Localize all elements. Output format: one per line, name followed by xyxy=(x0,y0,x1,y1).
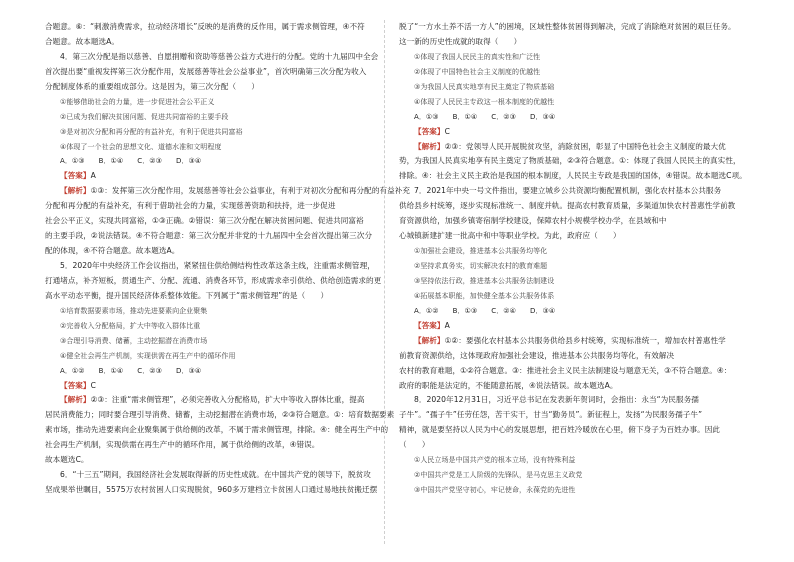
left-text-line: 故本题选C。 xyxy=(45,455,89,465)
right-option-line: ①人民立场是中国共产党的根本立场，没有特殊利益 xyxy=(414,456,576,465)
right-answer-choices: A．①③ B．①④ C．②③ D．③④ xyxy=(414,112,556,121)
section-label: 【解析】 xyxy=(60,186,91,196)
left-column xyxy=(45,22,411,500)
left-option-line: ②已成为我们解决贫困问题、促进共同富裕的主要手段 xyxy=(60,112,229,121)
right-answer-choices: A．①② B．①③ C．②④ D．③④ xyxy=(414,306,556,315)
right-text-line: 脱了“一方水土养不活一方人”的困境，区域性整体贫困得到解决，完成了消除绝对贫困的艰巨任务。 xyxy=(399,22,736,31)
right-text-line: 供给县乡村统筹，逐步实现标准统一、制度并轨。提高农村教育质量，多渠道加快农村普惠性学前教 xyxy=(399,201,736,211)
right-explanation-line: 【解析】①②：要强化农村基本公共服务供给县乡村统筹，实现标准统一，增加农村普惠性学 xyxy=(414,335,726,345)
section-label: 【解析】 xyxy=(414,335,445,345)
section-label: 【答案】 xyxy=(414,126,445,136)
left-option-line: ①培育数据要素市场，推动先进要素向企业聚集 xyxy=(60,306,208,315)
left-answer-choices: A．①③ B．①④ C．②③ D．③④ xyxy=(60,157,202,166)
right-option-line: ②中国共产党是工人阶级的先锋队，是马克思主义政党 xyxy=(414,471,583,480)
left-text-line: 社会公平正义，实现共同富裕，①③正确。②错误：第三次分配在解决贫困问题、促进共同富裕 xyxy=(45,216,364,226)
right-text-line: 心城镇新建扩建一批高中和中等职业学校。为此，政府应（ ） xyxy=(399,231,621,241)
left-answer-line: 【答案】C xyxy=(60,380,96,390)
right-answer-line: 【答案】A xyxy=(414,320,450,330)
left-option-line: ②完善收入分配格局，扩大中等收入群体比重 xyxy=(60,321,201,330)
right-option-line: ②体现了中国特色社会主义制度的优越性 xyxy=(414,67,541,76)
left-question-stem: 5．2020年中央经济工作会议指出，紧紧扭住供给侧结构性改革这条主线，注重需求侧管理， xyxy=(60,261,375,270)
left-question-stem: 4．第三次分配是指以慈善、自愿捐赠和资助等慈善公益方式进行的分配。党的十九届四中全会 xyxy=(60,51,379,61)
left-text-line: 社会再生产机制，实现供需在再生产中的循环作用，属于供给侧的改革，④错误。 xyxy=(45,440,320,450)
left-text-line: 合题意。⑥：“刺激消费需求，拉动经济增长”反映的是消费的反作用，属于需求侧管理，④不符 xyxy=(45,22,365,31)
right-option-line: ③中国共产党坚守初心，牢记使命，永葆党的先进性 xyxy=(414,486,576,495)
left-question-stem: 6．“十三五”期间，我国经济社会发展取得新的历史性成就。在中国共产党的领导下，脱贫攻 xyxy=(60,470,371,480)
right-explanation-line: 【解析】②③：党领导人民开展脱贫攻坚，消除贫困，彰显了中国特色社会主义制度的最大优 xyxy=(414,141,726,151)
left-option-line: ④体现了一个社会的思想文化、道德水准和文明程度 xyxy=(60,142,222,151)
right-text-line: 前教育资源供给，这体现政府加强社会建设，推进基本公共服务均等化，有效解决 xyxy=(399,350,675,360)
section-label: 【答案】 xyxy=(60,171,91,181)
left-text-line: 坚成果举世瞩目，5575万农村贫困人口实现脱贫，960多万建档立卡贫困人口通过易地扶贫搬迁摆 xyxy=(45,485,378,495)
right-text-line: 排除。④：社会主义民主政治是我国的根本制度，人民民主专政是我国的国体，④错误。故本题选C项。 xyxy=(399,171,747,181)
left-text-line: 分配制度体系的重要组成部分。这是因为，第三次分配（ ） xyxy=(45,81,260,91)
right-option-line: ④体现了人民民主专政这一根本制度的优越性 xyxy=(414,97,555,106)
left-answer-line: 【答案】A xyxy=(60,171,96,181)
right-text-line: （ ） xyxy=(399,440,430,450)
section-label: 【解析】 xyxy=(60,395,91,405)
left-option-line: ③是对初次分配和再分配的有益补充，有利于促进共同富裕 xyxy=(60,127,243,136)
right-text-line: 精神，就是要坚持以人民为中心的发展思想，把百姓冷暖放在心里，俯下身子为百姓办事。因此 xyxy=(399,425,721,435)
right-option-line: ③坚持依法行政，推进基本公共服务法制建设 xyxy=(414,276,555,285)
right-text-line: 这一新的历史性成就的取得（ ） xyxy=(399,36,522,46)
column-divider xyxy=(384,20,385,544)
left-option-line: ④健全社会再生产机制，实现供需在再生产中的循环作用 xyxy=(60,351,236,360)
right-question-stem: 8．2020年12月31日，习近平总书记在发表新年贺词时，会指出：永当“为民服务孺 xyxy=(414,395,699,405)
left-option-line: ③合理引导消费、储蓄，主动挖掘潜在消费市场 xyxy=(60,336,208,345)
right-option-line: ①体现了我国人民民主的真实性和广泛性 xyxy=(414,52,541,61)
section-label: 【答案】 xyxy=(60,380,91,390)
left-option-line: ①能够借助社会的力量，进一步促进社会公平正义 xyxy=(60,97,215,106)
left-text-line: 居民消费能力；同时要合理引导消费、储蓄，主动挖掘潜在消费市场，②③符合题意。①：培育数据要素 xyxy=(45,410,395,420)
right-text-line: 育资源供给，加强乡镇寄宿制学校建设，保障农村小规模学校办学，在县域和中 xyxy=(399,216,667,226)
left-answer-choices: A．①② B．①④ C．②③ D．③④ xyxy=(60,366,202,375)
left-text-line: 素市场，推动先进要素向企业聚集属于供给侧的改革，不属于需求侧管理，排除。④：健全再生产中的 xyxy=(45,425,389,435)
right-option-line: ①加强社会建设，推进基本公共服务均等化 xyxy=(414,247,548,256)
right-text-line: 势，为我国人民真实地享有民主奠定了物质基础，②③符合题意。①：体现了我国人民民主的真实性， xyxy=(399,156,741,166)
right-text-line: 政府的职能是法定的，不能随意拓展，④说法错误。故本题选A。 xyxy=(399,380,618,390)
section-label: 【解析】 xyxy=(414,141,445,151)
left-text-line: 分配和再分配的有益补充，有利于借助社会的力量，实现慈善资助和扶持，进一步促进 xyxy=(45,201,336,211)
left-text-line: 合题意。故本题选A。 xyxy=(45,36,120,46)
right-text-line: 子牛”。“孺子牛”任劳任怨，苦干实干，甘当“勤务员”。新征程上，发扬“为民服务孺子牛” xyxy=(399,410,703,420)
section-label: 【答案】 xyxy=(414,320,445,330)
left-explanation-line: 【解析】①③：发挥第三次分配作用，发展慈善等社会公益事业，有利于对初次分配和再分配的有益补充 xyxy=(60,186,411,196)
left-text-line: 的主要手段，②说法错误。④不符合题意：第三次分配并非党的十九届四中全会首次提出第三次分 xyxy=(45,231,373,241)
left-text-line: 高水平动态平衡，提升国民经济体系整体效能。下列属于“需求侧管理”的是（ ） xyxy=(45,290,329,300)
left-explanation-line: 【解析】②③：注重“需求侧管理”，必须完善收入分配格局，扩大中等收入群体比重，提高 xyxy=(60,395,365,405)
right-text-line: 农村的教育难题，①②符合题意。③：推进社会主义民主法制建设与题意无关，③不符合题意。④： xyxy=(399,365,732,375)
left-text-line: 配的体现，④不符合题意。故本题选A。 xyxy=(45,246,180,256)
right-column xyxy=(399,22,747,500)
left-text-line: 首次提出要“重视发挥第三次分配作用，发展慈善等社会公益事业”，首次明确第三次分配为收入 xyxy=(45,66,367,76)
right-option-line: ④拓展基本职能，加快健全基本公共服务体系 xyxy=(414,291,555,300)
right-question-stem: 7．2021年中央一号文件指出，要建立城乡公共资源均衡配置机制，强化农村基本公共服务 xyxy=(414,186,722,196)
right-answer-line: 【答案】C xyxy=(414,126,450,136)
right-option-line: ③为我国人民真实地享有民主奠定了物质基础 xyxy=(414,82,555,91)
left-text-line: 打通堵点，补齐短板，贯通生产、分配、流通、消费各环节，形成需求牵引供给、供给创造需求的更 xyxy=(45,275,382,285)
right-option-line: ②坚持求真务实，切实解决农村的教育难题 xyxy=(414,262,548,270)
